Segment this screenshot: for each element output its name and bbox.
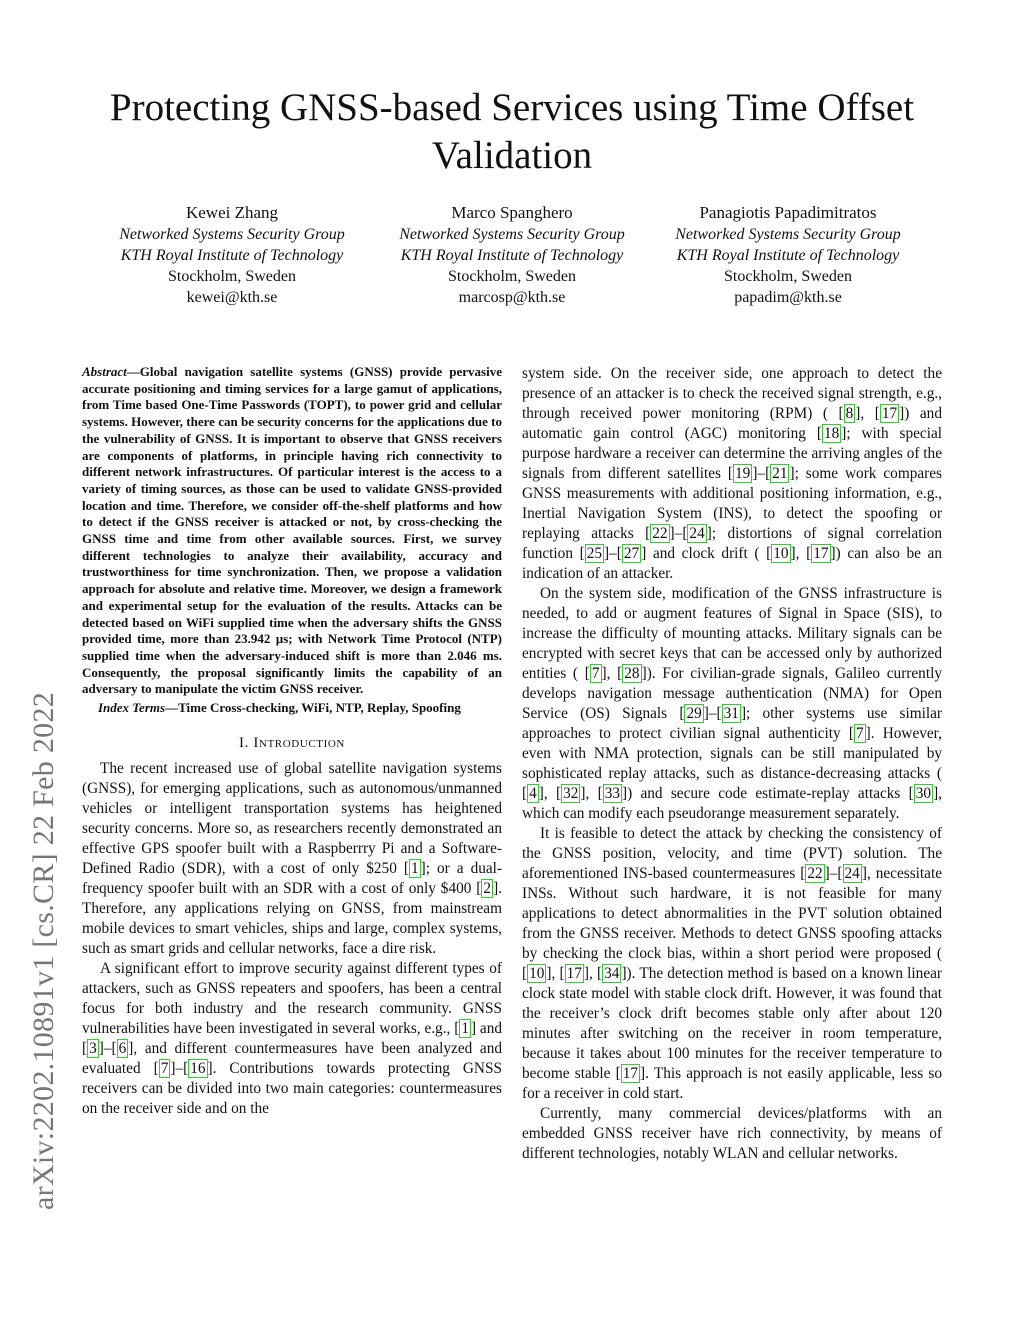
citation-link[interactable]: 17 [881,405,898,422]
author-name: Panagiotis Papadimitratos [699,203,877,222]
author-email: marcosp@kth.se [458,289,566,306]
index-terms-label: Index Terms [98,700,166,716]
citation-link[interactable]: 19 [735,465,751,482]
author-group: Networked Systems Security Group [119,226,345,243]
citation-link[interactable]: 33 [604,785,621,802]
citation-link[interactable]: 17 [622,1065,639,1082]
author-group: Networked Systems Security Group [675,226,901,243]
author-institute: KTH Royal Institute of Technology [120,247,344,264]
abstract [82,364,502,698]
citation-link[interactable]: 28 [624,665,640,682]
citation-link[interactable]: 1 [410,859,419,877]
paragraph: It is feasible to detect the attack by checking the consistency of the GNSS position, velocity, and time (PVT) solution. The aforementioned INS-based countermeasures [ 22 ]–[ 24 ], necessitate INSs. Without such hardware, it is not feasible for many applications to detect abnormalities in the PVT solution obtained from the GNSS receiver. Methods to detect GNSS spoofing attacks by checking the clock bias, within a short period were proposed ( [ 10 ], [ 17 ], [ 34 ]). The detection method is based on a known linear clock state model with stable clock drift. However, it was found that the receiver’s clock drift becomes stable only after about 120 minutes after switching on the receiver in room temperature, because it takes about 100 minutes for the receiver temperature to become stable [ 17 ]. This approach is not easily applicable, less so for a receiver in cold start. [522,825,942,1102]
author-block [638,202,938,308]
paragraph: system side. On the receiver side, one approach to detect the presence of an attacker is to check the received signal strength, e.g., through received power monitoring (RPM) ( [ 8 ], [ 17 ]) and automatic gain control (AGC) monitoring [ 18 ]; with special purpose hardware a receiver can determine the arriving angles of the signals from different satellites [ 19 ]–[ 21 ]; some work compares GNSS measurements with additional positioning information, e.g., Inertial Navigation System (INS), to detect the spoofing or replaying attacks [ 22 ]–[ 24 ]; distortions of signal correlation function [ 25 ]–[ 27 ] and clock drift ( [ 10 ], [ 17 ]) can also be an indication of an attacker. [522,365,943,582]
paragraph: The recent increased use of global satellite navigation systems (GNSS), for emerging applications, such as autonomous/unmanned vehicles or intelligent transportation systems has heightened security concerns. More so, as researchers recently demonstrated an effective GPS spoofer built with a Raspberrry Pi and a Software-Defined Radio (SDR), with a cost of only $250 [ 1 ]; or a dual-frequency spoofer built with an SDR with a cost of only $400 [ 2 ]. Therefore, any applications relying on GNSS, from mainstream mobile devices to smart vehicles, ships and large, complex systems, such as smart grids and cellular networks, face a dire risk. [82,759,503,957]
citation-link[interactable]: 8 [845,405,854,422]
citation-link[interactable]: 24 [844,865,860,882]
citation-link[interactable]: 1 [461,1019,469,1037]
author-city: Stockholm, Sweden [168,268,296,285]
author-city: Stockholm, Sweden [724,268,852,285]
paragraph: A significant effort to improve security against different types of attackers, such as GNSS repeaters and spoofers, has been a central focus for both industry and the research community. GNSS vulnerabilities have been investigated in several works, e.g., [ 1 ] and [ 3 ]–[ 6 ], and different countermeasures have been analyzed and evaluated [ 7 ]–[ 16 ]. Contributions towards protecting GNSS receivers can be divided into two main categories: countermeasures on the receiver side and on the [82,959,502,1117]
citation-link[interactable]: 18 [823,425,840,442]
arxiv-identifier: arXiv:2202.10891v1 [cs.CR] 22 Feb 2022 [27,691,60,1210]
index-terms-text: —Time Cross-checking, WiFi, NTP, Replay, Spoofing [165,700,461,716]
citation-link[interactable]: 29 [686,705,702,722]
citation-link[interactable]: 16 [190,1059,206,1077]
author-institute: KTH Royal Institute of Technology [676,247,900,264]
abstract-text: —Global navigation satellite systems (GNSS) provide pervasive accurate positioning and timing services for a large gamut of applications, from Time based One-Time Passwords (TOPT), to power grid and cellular systems. However, there can be security concerns for the applications due to the vulnerability of GNSS. It is important to observe that GNSS receivers are components of platforms, in principle having rich connectivity to different network infrastructures. Of particular interest is the access to a variety of timing sources, as those can be used to validate GNSS-provided location and time. Therefore, we consider off-the-shelf platforms and how to detect if the GNSS receiver is attacked or not, by cross-checking the GNSS time and time from other available sources. First, we survey different technologies to analyze their availability, accuracy and trustworthiness for time synchronization. Then, we propose a validation approach for absolute and relative time. Moreover, we design a framework and experimental setup for the evaluation of the results. Attacks can be detected based on WiFi supplied time when the adversary shifts the GNSS provided time, more than 23.942 µs; with Network Time Protocol (NTP) supplied time when the adversary-induced shift is more than 2.046 ms. Consequently, the proposal significantly limits the capability of an adversary to manipulate the victim GNSS receiver. [82,364,502,697]
citation-link[interactable]: 10 [529,965,545,982]
paragraph: Currently, many commercial devices/platforms with an embedded GNSS receiver have rich connectivity, by means of different technologies, notably WLAN and cellular networks. [522,1105,942,1162]
author-group: Networked Systems Security Group [399,226,625,243]
right-column [522,364,942,1164]
author-block [82,202,382,308]
citation-link[interactable]: 21 [772,465,788,482]
citation-link[interactable]: 32 [563,785,579,802]
citation-link[interactable]: 24 [689,525,705,542]
abstract-label: Abstract [82,364,127,379]
paragraph: On the system side, modification of the GNSS infrastructure is needed, to add or augment features of Signal in Space (SIS), to increase the difficulty of mounting attacks. Military signals can be encrypted with secret keys that can be accessed only by authorized entities ( [ 7 ], [ 28 ]). For civilian-grade signals, Galileo currently develops navigation message authentication (NMA) for Open Service (OS) Signals [ 29 ]–[ 31 ]; other systems use similar approaches to protect civilian signal authenticity [ 7 ]. However, even with NMA protection, signals can be still manipulated by sophisticated replay attacks, such as distance-decreasing attacks ( [ 4 ], [ 32 ], [ 33 ]) and secure code estimate-replay attacks [ 30 ], which can modify each pseudorange measurement separately. [522,585,942,822]
author-block [362,202,662,308]
author-name: Marco Spanghero [451,203,573,222]
citation-link[interactable]: 7 [591,665,600,682]
author-city: Stockholm, Sweden [448,268,576,285]
citation-link[interactable]: 7 [855,725,864,742]
author-institute: KTH Royal Institute of Technology [400,247,624,264]
author-name: Kewei Zhang [185,203,279,222]
paper-title: Protecting GNSS-based Services using Time Offset Validation [109,86,915,177]
citation-link[interactable]: 27 [623,545,640,562]
citation-link[interactable]: 31 [723,705,739,722]
citation-link[interactable]: 7 [160,1059,169,1077]
index-terms [82,700,502,717]
citation-link[interactable]: 2 [483,879,492,897]
citation-link[interactable]: 3 [89,1039,97,1057]
citation-link[interactable]: 22 [807,865,823,882]
citation-link[interactable]: 34 [604,965,620,982]
author-email: kewei@kth.se [186,289,278,306]
citation-link[interactable]: 25 [586,545,603,562]
citation-link[interactable]: 30 [915,785,932,802]
section-heading: I. Introduction [239,734,345,751]
left-column [82,364,502,1119]
citation-link[interactable]: 6 [118,1039,127,1057]
citation-link[interactable]: 22 [652,525,668,542]
citation-link[interactable]: 10 [773,545,789,562]
author-email: papadim@kth.se [734,289,842,306]
citation-link[interactable]: 17 [566,965,582,982]
citation-link[interactable]: 17 [813,545,829,562]
citation-link[interactable]: 4 [529,785,537,802]
